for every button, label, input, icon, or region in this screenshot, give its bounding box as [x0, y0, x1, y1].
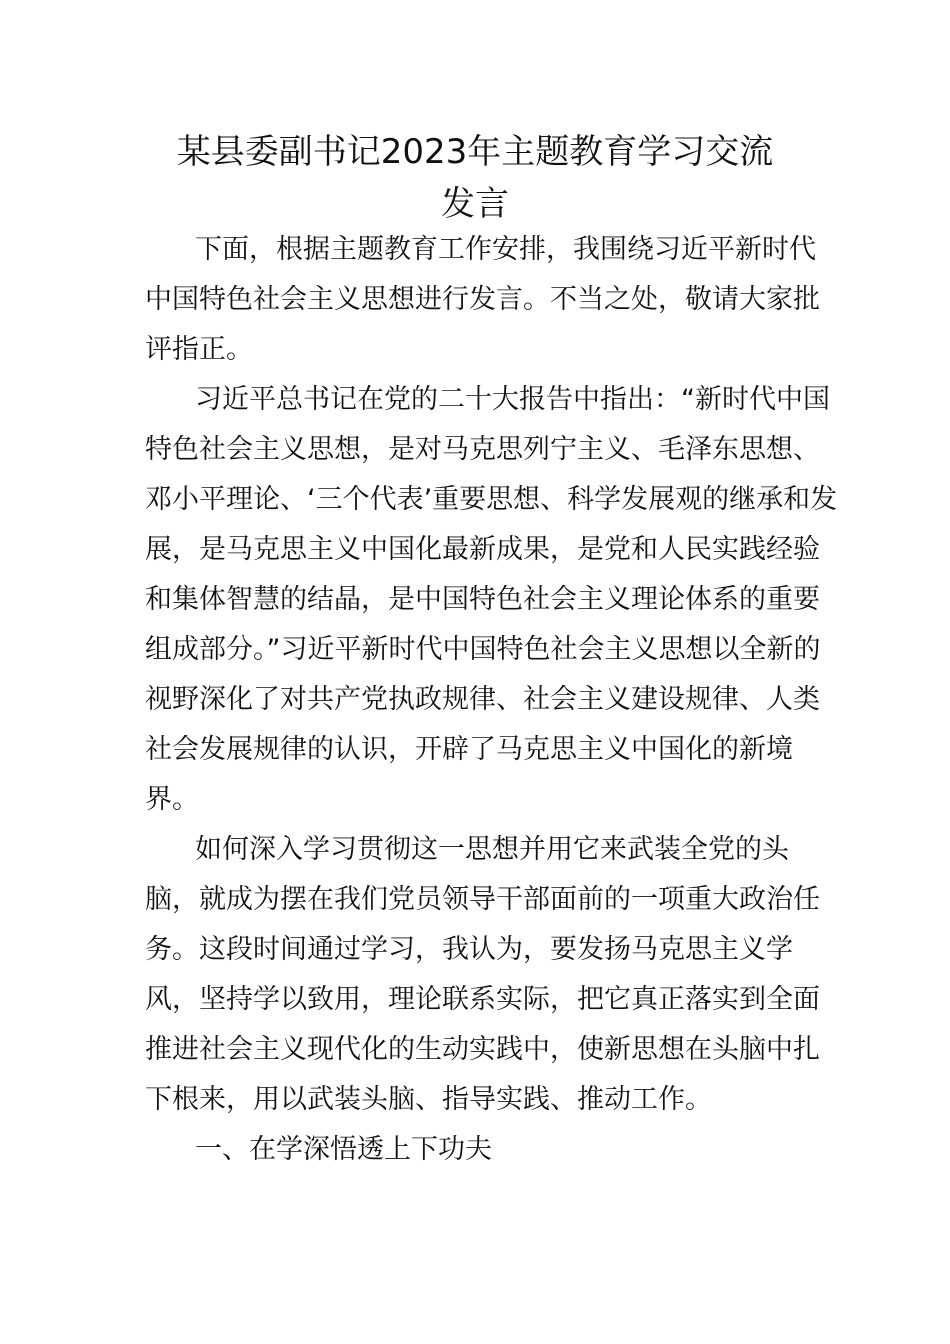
- paragraph-1-line-3: 评指正。: [145, 334, 253, 365]
- document-title-line-1: 某县委副书记2023年主题教育学习交流: [176, 132, 774, 172]
- paragraph-1-line-1: 下面，根据主题教育工作安排，我围绕习近平新时代: [195, 234, 816, 265]
- paragraph-3-line-1: 如何深入学习贯彻这一思想并用它来武装全党的头: [195, 834, 789, 865]
- paragraph-1-line-2: 中国特色社会主义思想进行发言。不当之处，敬请大家批: [145, 284, 820, 315]
- paragraph-3-line-3: 务。这段时间通过学习，我认为，要发扬马克思主义学: [145, 934, 793, 965]
- section-heading-1: 一、在学深悟透上下功夫: [195, 1134, 492, 1165]
- document-title-line-2: 发言: [441, 184, 509, 224]
- paragraph-2-line-6: 组成部分。”习近平新时代中国特色社会主义思想以全新的: [145, 634, 821, 665]
- paragraph-3-line-6: 下根来，用以武装头脑、指导实践、推动工作。: [145, 1084, 712, 1115]
- paragraph-2-line-4: 展，是马克思主义中国化最新成果，是党和人民实践经验: [145, 534, 820, 565]
- paragraph-2-line-7: 视野深化了对共产党执政规律、社会主义建设规律、人类: [145, 684, 820, 715]
- paragraph-2-line-9: 界。: [145, 784, 199, 815]
- paragraph-3-line-5: 推进社会主义现代化的生动实践中，使新思想在头脑中扎: [145, 1034, 820, 1065]
- paragraph-2-line-2: 特色社会主义思想，是对马克思列宁主义、毛泽东思想、: [145, 434, 820, 465]
- paragraph-2-line-8: 社会发展规律的认识，开辟了马克思主义中国化的新境: [145, 734, 793, 765]
- paragraph-2-line-3: 邓小平理论、‘三个代表’重要思想、科学发展观的继承和发: [145, 484, 838, 515]
- paragraph-2-line-1: 习近平总书记在党的二十大报告中指出：“新时代中国: [195, 384, 830, 415]
- paragraph-3-line-2: 脑，就成为摆在我们党员领导干部面前的一项重大政治任: [145, 884, 820, 915]
- paragraph-3-line-4: 风，坚持学以致用，理论联系实际，把它真正落实到全面: [145, 984, 820, 1015]
- paragraph-2-line-5: 和集体智慧的结晶，是中国特色社会主义理论体系的重要: [145, 584, 820, 615]
